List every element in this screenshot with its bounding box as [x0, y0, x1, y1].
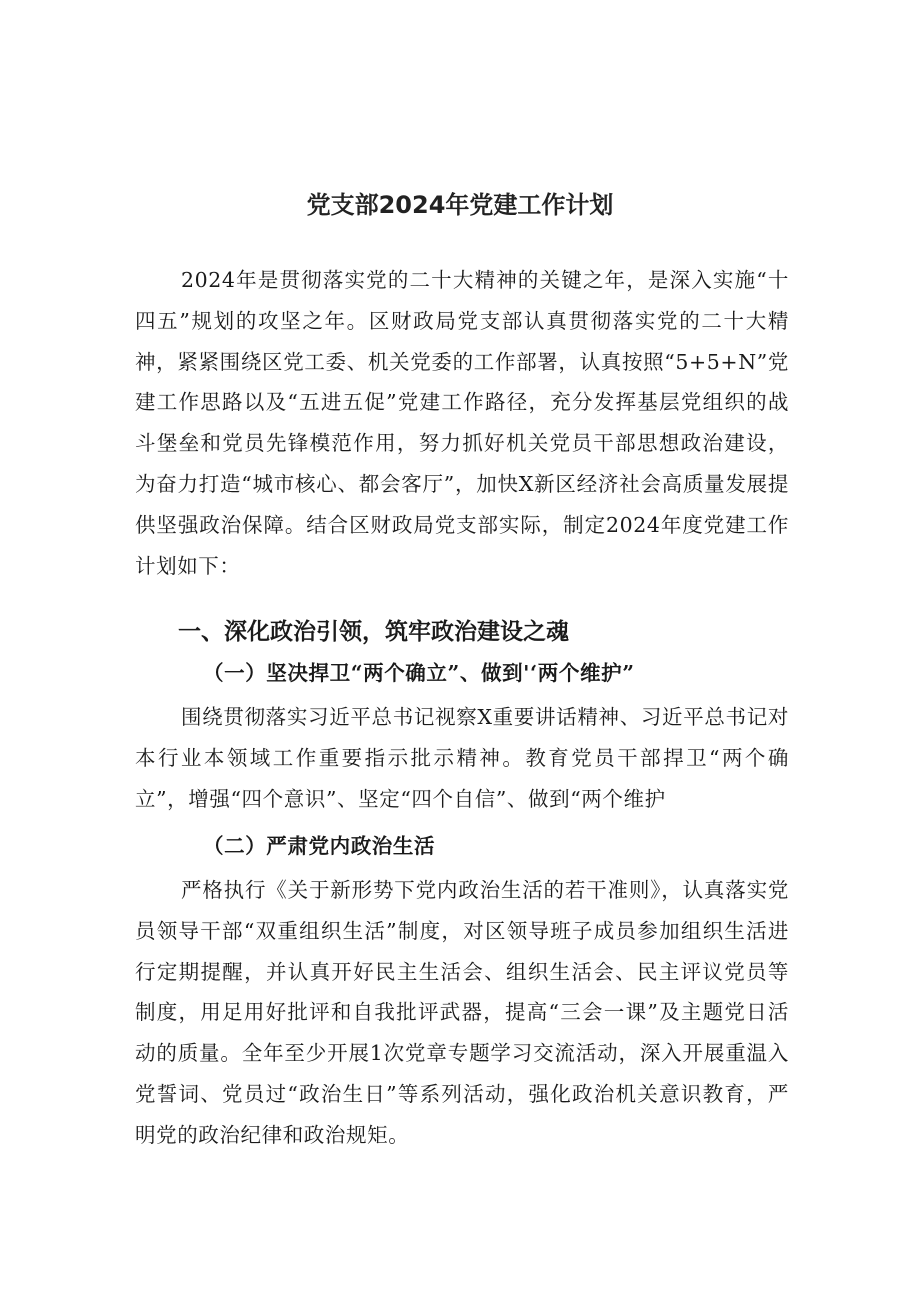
subsection-1-paragraph: 围绕贯彻落实习近平总书记视察X重要讲话精神、习近平总书记对本行业本领域工作重要指示批示精神。教育党员干部捍卫“两个确立”，增强“四个意识”、坚定“四个自信”、做到“两个维护 — [135, 705, 789, 811]
intro-paragraph: 2024年是贯彻落实党的二十大精神的关键之年，是深入实施“十四五”规划的攻坚之年。区财政局党支部认真贯彻落实党的二十大精神，紧紧围绕区党工委、机关党委的工作部署，认真按照“5+5+N”党建工作思路以及“五进五促”党建工作路径，充分发挥基层党组织的战斗堡垒和党员先锋模范作用，努力抓好机关党员干部思想政治建设，为奋力打造“城市核心、都会客厅”，加快X新区经济社会高质量发展提供坚强政治保障。结合区财政局党支部实际，制定2024年度党建工作计划如下： — [135, 268, 789, 578]
subsection-1-heading: （一）坚决捍卫“两个确立”、做到'‘两个维护” — [203, 661, 635, 685]
section-1-heading: 一、深化政治引领，筑牢政治建设之魂 — [178, 619, 569, 645]
subsection-2-paragraph: 严格执行《关于新形势下党内政治生活的若干准则》，认真落实党员领导干部“双重组织生活”制度，对区领导班子成员参加组织生活进行定期提醒，并认真开好民主生活会、组织生活会、民主评议党员等制度，用足用好批评和自我批评武器，提高“三会一课”及主题党日活动的质量。全年至少开展1次党章专题学习交流活动，深入开展重温入党誓词、党员过“政治生日”等系列活动，强化政治机关意识教育，严明党的政治纪律和政治规矩。 — [135, 878, 789, 1147]
subsection-2-heading: （二）严肃党内政治生活 — [203, 834, 436, 858]
document-title: 党支部2024年党建工作计划 — [306, 191, 614, 220]
